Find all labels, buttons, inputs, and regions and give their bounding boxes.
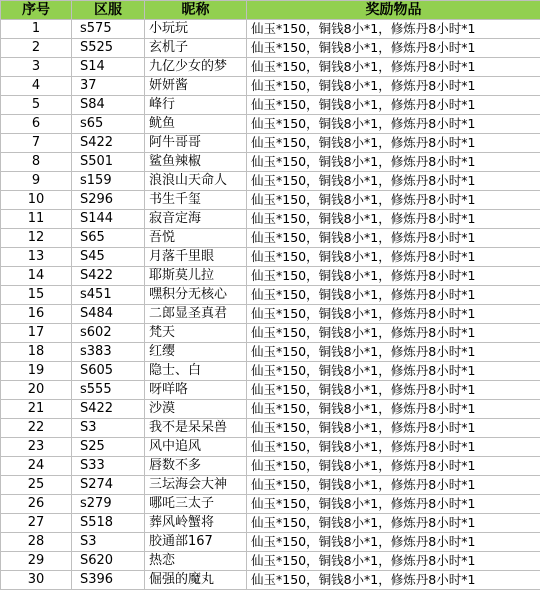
header-nickname[interactable]: 昵称 xyxy=(145,1,247,20)
cell-nickname[interactable]: 鲨鱼辣椒 xyxy=(145,153,247,172)
cell-index[interactable]: 24 xyxy=(1,457,72,476)
cell-nickname[interactable]: 沙漠 xyxy=(145,400,247,419)
cell-nickname[interactable]: 葬风岭蟹将 xyxy=(145,514,247,533)
cell-server[interactable]: S518 xyxy=(72,514,145,533)
cell-index[interactable]: 29 xyxy=(1,552,72,571)
cell-server[interactable]: S274 xyxy=(72,476,145,495)
cell-nickname[interactable]: 红缨 xyxy=(145,343,247,362)
cell-reward[interactable]: 仙玉*150，铜钱8小*1，修炼丹8小时*1 xyxy=(247,324,540,343)
cell-server[interactable]: S605 xyxy=(72,362,145,381)
cell-reward[interactable]: 仙玉*150，铜钱8小*1，修炼丹8小时*1 xyxy=(247,343,540,362)
cell-server[interactable]: S84 xyxy=(72,96,145,115)
table-row xyxy=(1,58,540,77)
cell-nickname[interactable]: 嘿积分无核心 xyxy=(145,286,247,305)
table-row xyxy=(1,324,540,343)
table-row xyxy=(1,419,540,438)
cell-index[interactable]: 5 xyxy=(1,96,72,115)
cell-index[interactable]: 28 xyxy=(1,533,72,552)
cell-index[interactable]: 26 xyxy=(1,495,72,514)
cell-server[interactable]: S25 xyxy=(72,438,145,457)
cell-index[interactable]: 19 xyxy=(1,362,72,381)
cell-nickname[interactable]: 耶斯莫儿拉 xyxy=(145,267,247,286)
cell-nickname[interactable]: 鱿鱼 xyxy=(145,115,247,134)
cell-reward[interactable]: 仙玉*150，铜钱8小*1，修炼丹8小时*1 xyxy=(247,400,540,419)
cell-server[interactable]: s451 xyxy=(72,286,145,305)
cell-index[interactable]: 11 xyxy=(1,210,72,229)
cell-index[interactable]: 12 xyxy=(1,229,72,248)
table-row xyxy=(1,400,540,419)
table-row xyxy=(1,191,540,210)
table-row xyxy=(1,172,540,191)
cell-index[interactable]: 2 xyxy=(1,39,72,58)
cell-nickname[interactable]: 玄机子 xyxy=(145,39,247,58)
cell-reward[interactable]: 仙玉*150，铜钱8小*1，修炼丹8小时*1 xyxy=(247,77,540,96)
cell-index[interactable]: 18 xyxy=(1,343,72,362)
cell-server[interactable]: s555 xyxy=(72,381,145,400)
table-row xyxy=(1,476,540,495)
cell-reward[interactable]: 仙玉*150，铜钱8小*1，修炼丹8小时*1 xyxy=(247,381,540,400)
cell-reward[interactable]: 仙玉*150，铜钱8小*1，修炼丹8小时*1 xyxy=(247,191,540,210)
cell-server[interactable]: s159 xyxy=(72,172,145,191)
cell-reward[interactable]: 仙玉*150，铜钱8小*1，修炼丹8小时*1 xyxy=(247,267,540,286)
cell-nickname[interactable]: 峰行 xyxy=(145,96,247,115)
table-row xyxy=(1,39,540,58)
header-reward[interactable]: 奖励物品 xyxy=(247,1,540,20)
table-row xyxy=(1,286,540,305)
cell-nickname[interactable]: 风中追风 xyxy=(145,438,247,457)
cell-reward[interactable]: 仙玉*150，铜钱8小*1，修炼丹8小时*1 xyxy=(247,571,540,590)
cell-reward[interactable]: 仙玉*150，铜钱8小*1，修炼丹8小时*1 xyxy=(247,419,540,438)
cell-reward[interactable]: 仙玉*150，铜钱8小*1，修炼丹8小时*1 xyxy=(247,210,540,229)
cell-server[interactable]: s383 xyxy=(72,343,145,362)
cell-index[interactable]: 1 xyxy=(1,20,72,39)
cell-server[interactable]: S484 xyxy=(72,305,145,324)
cell-nickname[interactable]: 妍妍酱 xyxy=(145,77,247,96)
cell-server[interactable]: S396 xyxy=(72,571,145,590)
table-row xyxy=(1,457,540,476)
cell-reward[interactable]: 仙玉*150，铜钱8小*1，修炼丹8小时*1 xyxy=(247,533,540,552)
cell-nickname[interactable]: 隐士、白 xyxy=(145,362,247,381)
cell-reward[interactable]: 仙玉*150，铜钱8小*1，修炼丹8小时*1 xyxy=(247,248,540,267)
header-server[interactable]: 区服 xyxy=(72,1,145,20)
cell-nickname[interactable]: 呀咩咯 xyxy=(145,381,247,400)
cell-nickname[interactable]: 梵天 xyxy=(145,324,247,343)
cell-server[interactable]: S525 xyxy=(72,39,145,58)
table-row xyxy=(1,552,540,571)
table-row xyxy=(1,248,540,267)
cell-index[interactable]: 3 xyxy=(1,58,72,77)
cell-reward[interactable]: 仙玉*150，铜钱8小*1，修炼丹8小时*1 xyxy=(247,115,540,134)
header-index[interactable]: 序号 xyxy=(1,1,72,20)
cell-server[interactable]: S65 xyxy=(72,229,145,248)
cell-server[interactable]: S3 xyxy=(72,419,145,438)
cell-nickname[interactable]: 九亿少女的梦 xyxy=(145,58,247,77)
cell-reward[interactable]: 仙玉*150，铜钱8小*1，修炼丹8小时*1 xyxy=(247,495,540,514)
cell-reward[interactable]: 仙玉*150，铜钱8小*1，修炼丹8小时*1 xyxy=(247,476,540,495)
cell-reward[interactable]: 仙玉*150，铜钱8小*1，修炼丹8小时*1 xyxy=(247,172,540,191)
table-row xyxy=(1,153,540,172)
cell-server[interactable]: S296 xyxy=(72,191,145,210)
cell-index[interactable]: 6 xyxy=(1,115,72,134)
cell-nickname[interactable]: 我不是呆呆兽 xyxy=(145,419,247,438)
table-row xyxy=(1,362,540,381)
cell-index[interactable]: 14 xyxy=(1,267,72,286)
cell-index[interactable]: 8 xyxy=(1,153,72,172)
table-row xyxy=(1,305,540,324)
cell-index[interactable]: 13 xyxy=(1,248,72,267)
cell-reward[interactable]: 仙玉*150，铜钱8小*1，修炼丹8小时*1 xyxy=(247,134,540,153)
cell-nickname[interactable]: 热恋 xyxy=(145,552,247,571)
cell-reward[interactable]: 仙玉*150，铜钱8小*1，修炼丹8小时*1 xyxy=(247,362,540,381)
table-row xyxy=(1,96,540,115)
cell-server[interactable]: s65 xyxy=(72,115,145,134)
cell-index[interactable]: 10 xyxy=(1,191,72,210)
table-row xyxy=(1,571,540,590)
cell-nickname[interactable]: 胶通部167 xyxy=(145,533,247,552)
cell-index[interactable]: 16 xyxy=(1,305,72,324)
cell-nickname[interactable]: 二郎显圣真君 xyxy=(145,305,247,324)
cell-server[interactable]: S422 xyxy=(72,134,145,153)
cell-server[interactable]: S144 xyxy=(72,210,145,229)
cell-index[interactable]: 9 xyxy=(1,172,72,191)
cell-index[interactable]: 27 xyxy=(1,514,72,533)
table-row xyxy=(1,343,540,362)
table-row xyxy=(1,381,540,400)
table-row xyxy=(1,438,540,457)
cell-server[interactable]: S620 xyxy=(72,552,145,571)
cell-index[interactable]: 15 xyxy=(1,286,72,305)
cell-nickname[interactable]: 浪浪山天命人 xyxy=(145,172,247,191)
cell-server[interactable]: S3 xyxy=(72,533,145,552)
cell-reward[interactable]: 仙玉*150，铜钱8小*1，修炼丹8小时*1 xyxy=(247,286,540,305)
cell-server[interactable]: s279 xyxy=(72,495,145,514)
cell-server[interactable]: S501 xyxy=(72,153,145,172)
cell-nickname[interactable]: 寂音定海 xyxy=(145,210,247,229)
table-row xyxy=(1,20,540,39)
cell-index[interactable]: 17 xyxy=(1,324,72,343)
table-row xyxy=(1,115,540,134)
table-row xyxy=(1,229,540,248)
cell-reward[interactable]: 仙玉*150，铜钱8小*1，修炼丹8小时*1 xyxy=(247,438,540,457)
cell-reward[interactable]: 仙玉*150，铜钱8小*1，修炼丹8小时*1 xyxy=(247,96,540,115)
cell-index[interactable]: 23 xyxy=(1,438,72,457)
cell-reward[interactable]: 仙玉*150，铜钱8小*1，修炼丹8小时*1 xyxy=(247,457,540,476)
cell-index[interactable]: 7 xyxy=(1,134,72,153)
cell-reward[interactable]: 仙玉*150，铜钱8小*1，修炼丹8小时*1 xyxy=(247,229,540,248)
cell-nickname[interactable]: 唇数不多 xyxy=(145,457,247,476)
cell-nickname[interactable]: 书生千玺 xyxy=(145,191,247,210)
cell-server[interactable]: s575 xyxy=(72,20,145,39)
table-row xyxy=(1,267,540,286)
cell-reward[interactable]: 仙玉*150，铜钱8小*1，修炼丹8小时*1 xyxy=(247,552,540,571)
cell-index[interactable]: 4 xyxy=(1,77,72,96)
cell-nickname[interactable]: 小玩玩 xyxy=(145,20,247,39)
cell-reward[interactable]: 仙玉*150，铜钱8小*1，修炼丹8小时*1 xyxy=(247,39,540,58)
cell-reward[interactable]: 仙玉*150，铜钱8小*1，修炼丹8小时*1 xyxy=(247,153,540,172)
cell-reward[interactable]: 仙玉*150，铜钱8小*1，修炼丹8小时*1 xyxy=(247,305,540,324)
table-row xyxy=(1,514,540,533)
cell-nickname[interactable]: 哪吒三太子 xyxy=(145,495,247,514)
cell-server[interactable]: S33 xyxy=(72,457,145,476)
cell-nickname[interactable]: 阿牛哥哥 xyxy=(145,134,247,153)
cell-nickname[interactable]: 月落千里眼 xyxy=(145,248,247,267)
cell-index[interactable]: 21 xyxy=(1,400,72,419)
cell-index[interactable]: 30 xyxy=(1,571,72,590)
cell-server[interactable]: S422 xyxy=(72,400,145,419)
cell-server[interactable]: 37 xyxy=(72,77,145,96)
cell-nickname[interactable]: 倔强的魔丸 xyxy=(145,571,247,590)
cell-server[interactable]: s602 xyxy=(72,324,145,343)
header-row xyxy=(1,1,540,20)
cell-server[interactable]: S14 xyxy=(72,58,145,77)
cell-reward[interactable]: 仙玉*150，铜钱8小*1，修炼丹8小时*1 xyxy=(247,514,540,533)
cell-server[interactable]: S422 xyxy=(72,267,145,286)
table-row xyxy=(1,495,540,514)
table-row xyxy=(1,77,540,96)
cell-reward[interactable]: 仙玉*150，铜钱8小*1，修炼丹8小时*1 xyxy=(247,58,540,77)
table-body xyxy=(1,20,540,590)
cell-index[interactable]: 25 xyxy=(1,476,72,495)
cell-reward[interactable]: 仙玉*150，铜钱8小*1，修炼丹8小时*1 xyxy=(247,20,540,39)
table-row xyxy=(1,210,540,229)
table-row xyxy=(1,134,540,153)
cell-index[interactable]: 22 xyxy=(1,419,72,438)
cell-nickname[interactable]: 吾悦 xyxy=(145,229,247,248)
cell-nickname[interactable]: 三坛海会大神 xyxy=(145,476,247,495)
cell-index[interactable]: 20 xyxy=(1,381,72,400)
cell-server[interactable]: S45 xyxy=(72,248,145,267)
table-row xyxy=(1,533,540,552)
